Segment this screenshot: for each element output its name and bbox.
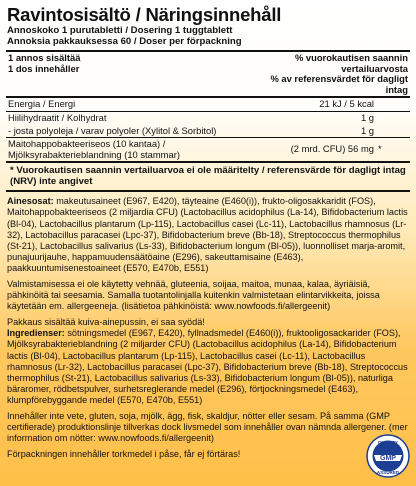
fi-storage-warning: Pakkaus sisältää kuiva-ainepussin, ei saa syödä! — [7, 317, 205, 328]
sv-ingredients: Ingredienser: sötningsmedel (E967, E420), fyllnadsmedel (E460(i)), fruktooligosackarider (FOS), Mjölksyrabakterieblandning (2 miljarder CFU) (Lactobacillus acidophilus (La-14), Bifidobacterium lactis (Bl-04), Lactobacillus plantarum (Lp-115), Lactobacillus casei (Lc-11), Lactobacillus rhamnosus (Lr-32), Lactobacillus paracasei (Lpc-37), Bifidobacterium breve (Bb-18), Streptococcus thermophilus (St-21), Lactobacillus salivarius (Ls-33), Bifidobacterium longum (Bl-05)), naturliga bäraromer, rödbetspulver, surhetsreglerande medel (E296), förtjockningsmedel (E463), klumpförebyggande medel (E570, E470b, E551) — [7, 328, 408, 405]
table-row: Hiilihydraatit / Kolhydrat 1 g — [6, 111, 410, 124]
seal-center-text: GMP — [380, 455, 396, 462]
label-body — [7, 196, 409, 460]
fi-allergen-info: Valmistamisessa ei ole käytetty vehnää, gluteenia, soijaa, maitoa, munaa, kalaa, äyriäisiä, pähkinöitä tai seesamia. Samalla tuotantolinjalla kuitenkin valmistetaan elintarvikkeita, joissa käytetään em. allergeeneja. (lisätietoa pähkinöistä: www.nowfoods.fi/allergeenit) — [7, 279, 380, 312]
table-row: Maitohappobakteeriseos (10 kantaa) / Mjölksyrabakterieblandning (10 stammar) (2 mrd. CFU) 56 mg * — [6, 138, 410, 163]
table-header-right: % vuorokautisen saannin vertailuarvosta % av referensvärdet för dagligt intag — [260, 51, 410, 97]
nutrition-table — [6, 50, 410, 192]
seal-bottom-text: ASSURED — [376, 470, 400, 475]
sv-storage-warning: Förpackningen innehåller torkmedel i påse, får ej förtäras! — [7, 449, 241, 460]
fi-ingredients: Ainesosat: makeutusaineet (E967, E420), täyteaine (E460(i)), frukto-oligosakkaridit (FOS), Maitohappobakteeriseos (2 miljardia CFU) (Lactobacillus acidophilus (La-14), Bifidobacterium lactis (Bl-04), Lactobacillus plantarum (Lp-115), Lactobacillus casei (Lc-11), Lactobacillus rhamnosus (Lr-32), Lactobacillus paracasei (Lpc-37), Bifidobacterium breve (Bb-18), Streptococcus thermophilus (St-21), Lactobacillus salivarius (Ls-33), Bifidobacterium longum (Bl-05)), luonnolliset marja-aromit, punajuurijauhe, happamuudensäätöaine (E296), sakeuttamisaine (E463), paakkuuntumisenestoaineet (E570, E470b, E551) — [7, 196, 408, 273]
gmp-seal-icon — [366, 434, 410, 478]
table-footnote: * Vuorokautisen saannin vertailuarvoa ei ole määritelty / referensvärde för dagligt intag (NRV) inte angivet — [6, 162, 410, 191]
nutrition-panel — [6, 4, 410, 460]
page-title: Ravintosisältö / Näringsinnehåll — [7, 4, 282, 25]
seal-top-text: QUALITY — [377, 440, 399, 445]
sv-allergen-info: Innehåller inte vete, gluten, soja, mjölk, ägg, fisk, skaldjur, nötter eller sesam. På samma (GMP certifierade) produktionslinje tillverkas dock livsmedel som innehåller ovan nämnda allergener. (mer information om nötter: www.nowfoods.fi/allergeenit) — [7, 411, 408, 444]
servings-per-pack: Annoksia pakkauksessa 60 / Doser per förpackning — [7, 36, 242, 47]
serving-size: Annoskoko 1 purutabletti / Dosering 1 tuggtablett — [7, 25, 233, 36]
table-header-left: 1 annos sisältää 1 dos innehåller — [6, 51, 260, 97]
table-row: - josta polyoleja / varav polyoler (Xylitol & Sorbitol) 1 g — [8, 124, 374, 136]
table-row: Energia / Energi 21 kJ / 5 kcal — [6, 97, 410, 111]
